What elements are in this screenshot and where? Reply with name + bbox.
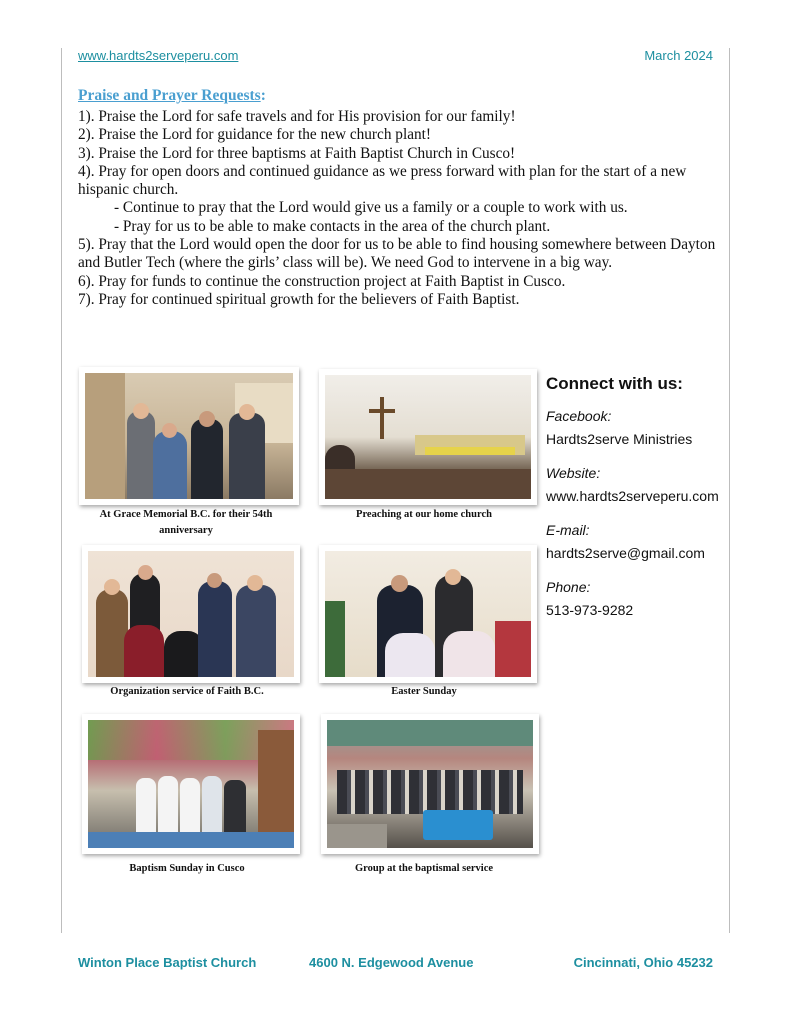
- photo-baptism-sunday: [82, 714, 300, 854]
- website-value[interactable]: www.hardts2serveperu.com: [546, 488, 719, 504]
- request-item: 6). Pray for funds to continue the construction project at Faith Baptist in Cusco.: [78, 272, 566, 290]
- prayer-requests-list: [78, 108, 718, 309]
- praise-title-colon: :: [260, 87, 266, 104]
- footer-city: Cincinnati, Ohio 45232: [573, 955, 713, 970]
- request-subitem: - Continue to pray that the Lord would give us a family or a couple to work with us.: [114, 199, 628, 217]
- request-item: 4). Pray for open doors and continued guidance as we press forward with plan for the start of a new hispanic church.: [78, 162, 687, 199]
- request-item: 3). Praise the Lord for three baptisms at Faith Baptist Church in Cusco!: [78, 144, 516, 162]
- photo-caption: At Grace Memorial B.C. for their 54th anniversary: [99, 509, 273, 536]
- praise-title: [78, 87, 266, 105]
- photo-grace-memorial: [79, 367, 299, 505]
- photo-caption: Organization service of Faith B.C.: [110, 686, 264, 697]
- footer-church-name: Winton Place Baptist Church: [78, 955, 257, 970]
- praise-title-text: Praise and Prayer Requests: [78, 87, 261, 104]
- facebook-value[interactable]: Hardts2serve Ministries: [546, 431, 693, 447]
- connect-title: Connect with us:: [546, 374, 683, 393]
- request-item: 1). Praise the Lord for safe travels and for His provision for our family!: [78, 108, 516, 125]
- website-label: Website:: [546, 465, 601, 481]
- photo-organization-service: [82, 545, 300, 683]
- header-date: March 2024: [644, 48, 713, 63]
- right-margin-line: [729, 48, 730, 933]
- facebook-label: Facebook:: [546, 408, 612, 424]
- connect-panel: [546, 374, 719, 618]
- photo-caption: Easter Sunday: [391, 686, 457, 697]
- photo-caption: Baptism Sunday in Cusco: [129, 863, 245, 874]
- request-subitem: - Pray for us to be able to make contacts in the area of the church plant.: [114, 217, 551, 235]
- request-item: 7). Pray for continued spiritual growth for the believers of Faith Baptist.: [78, 290, 520, 308]
- footer-address: 4600 N. Edgewood Avenue: [309, 955, 474, 970]
- email-label: E-mail:: [546, 522, 590, 538]
- email-value[interactable]: hardts2serve@gmail.com: [546, 545, 705, 561]
- header-website-link[interactable]: www.hardts2serveperu.com: [78, 48, 239, 63]
- photo-preaching: [319, 369, 537, 505]
- request-item: 2). Praise the Lord for guidance for the new church plant!: [78, 126, 431, 144]
- photo-group-baptismal: [321, 714, 539, 854]
- phone-value[interactable]: 513-973-9282: [546, 602, 634, 618]
- left-margin-line: [61, 48, 62, 933]
- photo-caption: Preaching at our home church: [356, 509, 492, 520]
- phone-label: Phone:: [546, 579, 591, 595]
- request-item: 5). Pray that the Lord would open the door for us to be able to find housing somewhere between Dayton and Butler Tech (where the girls’ class will be). We need God to intervene in a big way.: [78, 236, 716, 272]
- photo-caption: Group at the baptismal service: [354, 863, 494, 874]
- photo-easter-sunday: [319, 545, 537, 683]
